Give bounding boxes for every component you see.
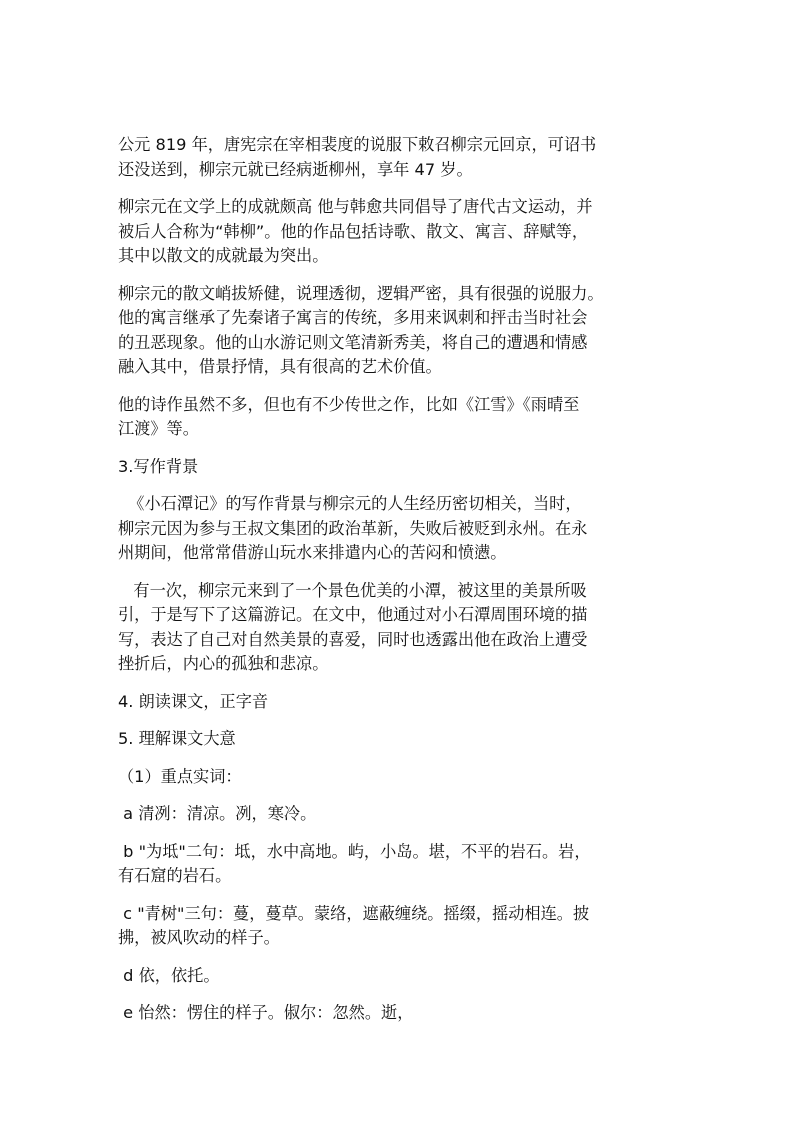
paragraph-word-d	[118, 964, 698, 989]
text-line: 江渡》等。	[118, 419, 199, 438]
paragraph-literary-achievement	[118, 195, 698, 269]
text-line: 《小石潭记》的写作背景与柳宗元的人生经历密切相关，当时，	[118, 494, 582, 513]
text-line: 拂，被风吹动的样子。	[118, 928, 280, 947]
paragraph-word-e	[118, 1001, 698, 1026]
paragraph-background-1	[118, 492, 698, 566]
text-line: 被后人合称为“韩柳”。他的作品包括诗歌、散文、寓言、辞赋等，	[118, 221, 589, 241]
text-line: 州期间，他常常借游山玩水来排遣内心的苦闷和愤懑。	[118, 543, 507, 562]
text-line: e 怡然：愣住的样子。俶尔：忽然。逝，	[118, 1003, 414, 1022]
paragraph-poetry	[118, 393, 698, 442]
paragraph-word-b	[118, 840, 698, 889]
text-line: 其中以散文的成就最为突出。	[118, 246, 329, 265]
document-page	[118, 133, 698, 1039]
text-line: 有一次，柳宗元来到了一个景色优美的小潭，被这里的美景所吸	[118, 580, 587, 600]
text-line: a 清冽：清凉。冽，寒冷。	[118, 804, 317, 823]
text-line: b "为坻"二句：坻，水中高地。屿，小岛。堪，不平的岩石。岩，	[118, 841, 591, 861]
text-line: 引，于是写下了这篇游记。在文中，他通过对小石潭周围环境的描	[118, 605, 588, 624]
text-line: 柳宗元在文学上的成就颇高 他与韩愈共同倡导了唐代古文运动，并	[118, 197, 593, 216]
text-line: 柳宗元的散文峭拔矫健，说理透彻，逻辑严密，具有很强的说服力。	[118, 283, 604, 303]
text-line: 有石窟的岩石。	[118, 866, 232, 885]
text-line: 柳宗元因为参与王叔文集团的政治革新，失败后被贬到永州。在永	[118, 518, 588, 538]
paragraph-heading-meaning	[118, 727, 698, 752]
paragraph-word-a	[118, 802, 698, 827]
paragraph-word-c	[118, 902, 698, 951]
text-line: 4. 朗读课文，正字音	[118, 691, 269, 711]
text-line: d 依，依托。	[118, 965, 220, 985]
text-line: 写，表达了自己对自然美景的喜爱，同时也透露出他在政治上遭受	[118, 629, 588, 649]
text-line: 挫折后，内心的孤独和悲凉。	[118, 654, 329, 673]
text-line: 他的寓言继承了先秦诸子寓言的传统，多用来讽刺和抨击当时社会	[118, 308, 588, 327]
text-line: 他的诗作虽然不多，但也有不少传世之作，比如《江雪》《雨晴至	[118, 394, 580, 414]
text-line: c "青树"三句：蔓，蔓草。蒙络，遮蔽缠绕。摇缀，摇动相连。披	[118, 903, 590, 923]
paragraph-heading-background	[118, 455, 698, 480]
text-line: （1）重点实词：	[118, 766, 242, 786]
text-line: 的丑恶现象。他的山水游记则文笔清新秀美，将自己的遭遇和情感	[118, 332, 588, 352]
paragraph-heading-reading	[118, 690, 698, 715]
text-line: 还没送到，柳宗元就已经病逝柳州，享年 47 岁。	[118, 159, 473, 179]
text-line: 5. 理解课文大意	[118, 729, 236, 748]
text-line: 3.写作背景	[118, 456, 199, 476]
paragraph-death-of-liu	[118, 133, 698, 182]
paragraph-prose-style	[118, 282, 698, 380]
text-line: 融入其中，借景抒情，具有很高的艺术价值。	[118, 357, 442, 376]
paragraph-background-2	[118, 579, 698, 677]
text-line: 公元 819 年，唐宪宗在宰相裴度的说服下敕召柳宗元回京，可诏书	[118, 135, 597, 154]
paragraph-sub-heading-words	[118, 765, 698, 790]
